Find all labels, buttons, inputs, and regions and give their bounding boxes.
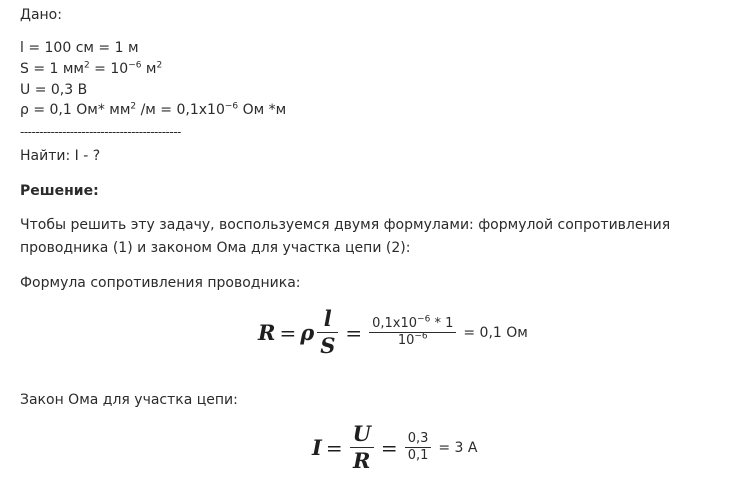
given-area-suffix: м [141, 61, 157, 77]
formula2-fraction-ur [350, 421, 374, 475]
formula1-frac-den: S [320, 333, 336, 359]
formula1-lhs: R [258, 320, 276, 346]
formula2-eq2: = [380, 435, 398, 460]
formula1-eq2: = [345, 320, 363, 345]
given-voltage: U = 0,3 В [20, 82, 88, 98]
formula1-values-num [369, 316, 456, 332]
formula1-frac-num: l [323, 306, 332, 331]
formula1-rho: ρ [300, 320, 315, 346]
solution-title: Решение: [20, 183, 99, 199]
ohm-heading: Закон Ома для участка цепи: [20, 392, 238, 408]
given-rho-mid: /м = 0,1x10 [136, 102, 225, 118]
formula2-lhs: I [312, 435, 322, 461]
formula2-frac-num: U [352, 421, 371, 446]
find-line: Найти: I - ? [20, 148, 101, 164]
given-area-exp1: 2 [84, 60, 90, 71]
given-rho [20, 103, 286, 117]
ohm-formula [312, 421, 478, 475]
formula1-num2-exp: −6 [417, 314, 431, 325]
given-area-exp2: −6 [128, 60, 142, 71]
given-rho-exp2: −6 [224, 101, 239, 112]
formula1-num2-suffix: * 1 [430, 316, 454, 331]
given-area-prefix: S = 1 мм [20, 61, 84, 77]
solution-intro-line2: проводника (1) и законом Ома для участка цепи (2): [20, 240, 411, 256]
resistance-heading: Формула сопротивления проводника: [20, 275, 301, 291]
formula2-fraction-values [405, 431, 432, 465]
formula1-fraction-ls [317, 306, 338, 360]
formula1-result: = 0,1 Ом [463, 324, 528, 341]
separator-line: ------------------------------------------ [20, 125, 181, 139]
formula1-den2-prefix: 10 [397, 333, 415, 349]
given-rho-suffix: Ом *м [238, 102, 287, 118]
given-title: Дано: [20, 7, 62, 23]
formula1-den2-exp: −6 [414, 331, 428, 342]
formula2-values-num: 0,3 [407, 431, 429, 446]
given-area-mid: = 10 [89, 61, 129, 77]
formula1-eq1: = [279, 320, 297, 345]
formula2-values-den: 0,1 [407, 448, 429, 464]
given-length: l = 100 см = 1 м [20, 40, 139, 56]
given-rho-exp1: 2 [130, 101, 137, 112]
given-area-exp3: 2 [156, 60, 163, 71]
resistance-formula [258, 306, 528, 360]
formula1-fraction-values [369, 316, 456, 350]
formula1-values-den [395, 333, 431, 349]
formula1-num2-prefix: 0,1x10 [372, 316, 418, 331]
formula2-result: = 3 А [438, 439, 478, 456]
given-rho-prefix: ρ = 0,1 Ом* мм [20, 102, 131, 118]
solution-intro-line1: Чтобы решить эту задачу, воспользуемся двумя формулами: формулой сопротивления [20, 217, 671, 233]
formula2-eq1: = [325, 435, 343, 460]
given-area [20, 62, 162, 76]
formula2-frac-den: R [353, 448, 371, 474]
